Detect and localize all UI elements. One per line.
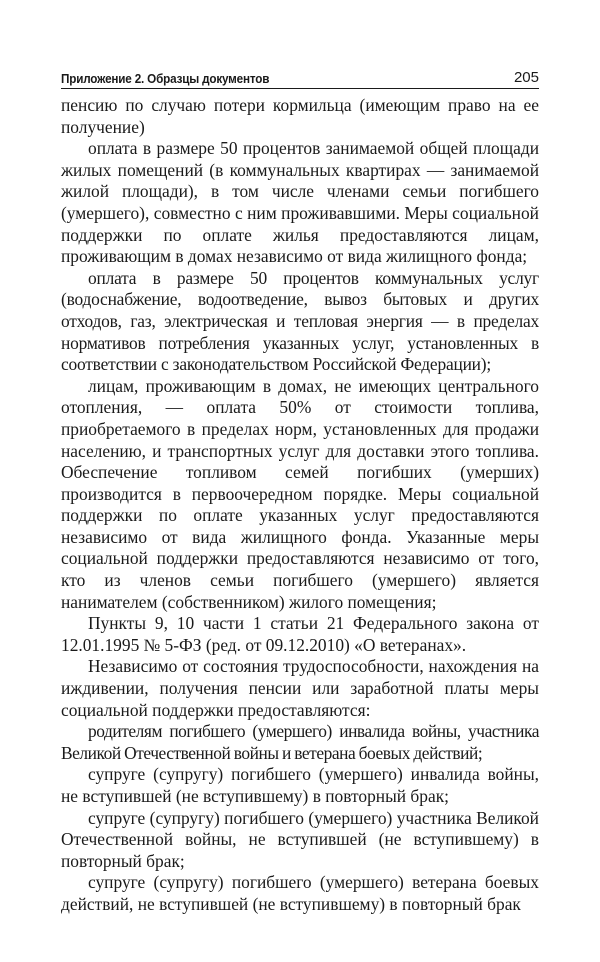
legal-reference: Пункты 9, 10 части 1 статьи 21 Федерального закона от 12.01.1995 № 5-ФЗ (ред. от 09.12.2010) «О ветеранах». <box>61 613 539 655</box>
running-header <box>61 66 539 89</box>
paragraph: Независимо от состояния трудоспособности, нахождения на иждивении, получения пенсии или заработной платы меры социальной поддержки предоставляются: <box>61 656 539 720</box>
paragraph: пенсию по случаю потери кормильца (имеющим право на ее получение) <box>61 95 539 137</box>
list-item: супруге (супругу) погибшего (умершего) инвалида войны, не вступившей (не вступившему) в повторный брак; <box>61 764 539 806</box>
document-page <box>61 66 539 916</box>
page-number: 205 <box>513 69 539 86</box>
list-item: супруге (супругу) погибшего (умершего) ветерана боевых действий, не вступившей (не вступившему) в повторный брак <box>61 872 539 914</box>
list-item: родителям погибшего (умершего) инвалида войны, участника Великой Отечественной войны и ветерана боевых действий; <box>61 721 539 763</box>
body-text <box>61 95 539 916</box>
paragraph: лицам, проживающим в домах, не имеющих центрального отопления, — оплата 50% от стоимости топлива, приобретаемого в пределах норм, установленных для продажи населению, и транспортных услуг для доставки этого топлива. Обеспечение топливом семей погибших (умерших) производится в первоочередном порядке. Меры социальной поддержки по оплате указанных услуг предоставляются независимо от вида жилищного фонда. Указанные меры социальной поддержки предоставляются независимо от того, кто из членов семьи погибшего (умершего) является нанимателем (собственником) жилого помещения; <box>61 375 539 612</box>
list-item: супруге (супругу) погибшего (умершего) участника Великой Отечественной войны, не вступившей (не вступившему) в повторный брак; <box>61 807 539 871</box>
paragraph: оплата в размере 50 процентов занимаемой общей площади жилых помещений (в коммунальных квартирах — занимаемой жилой площади), в том числе членами семьи погибшего (умершего), совместно с ним проживавшими. Меры социальной поддержки по оплате жилья предоставляются лицам, проживающим в домах независимо от вида жилищного фонда; <box>61 138 539 267</box>
section-title: Приложение 2. Образцы документов <box>61 71 270 86</box>
paragraph: оплата в размере 50 процентов коммунальных услуг (водоснабжение, водоотведение, вывоз бытовых и других отходов, газ, электрическая и тепловая энергия — в пределах нормативов потребления указанных услуг, установленных в соответствии с законодательством Российской Федерации); <box>61 267 539 375</box>
